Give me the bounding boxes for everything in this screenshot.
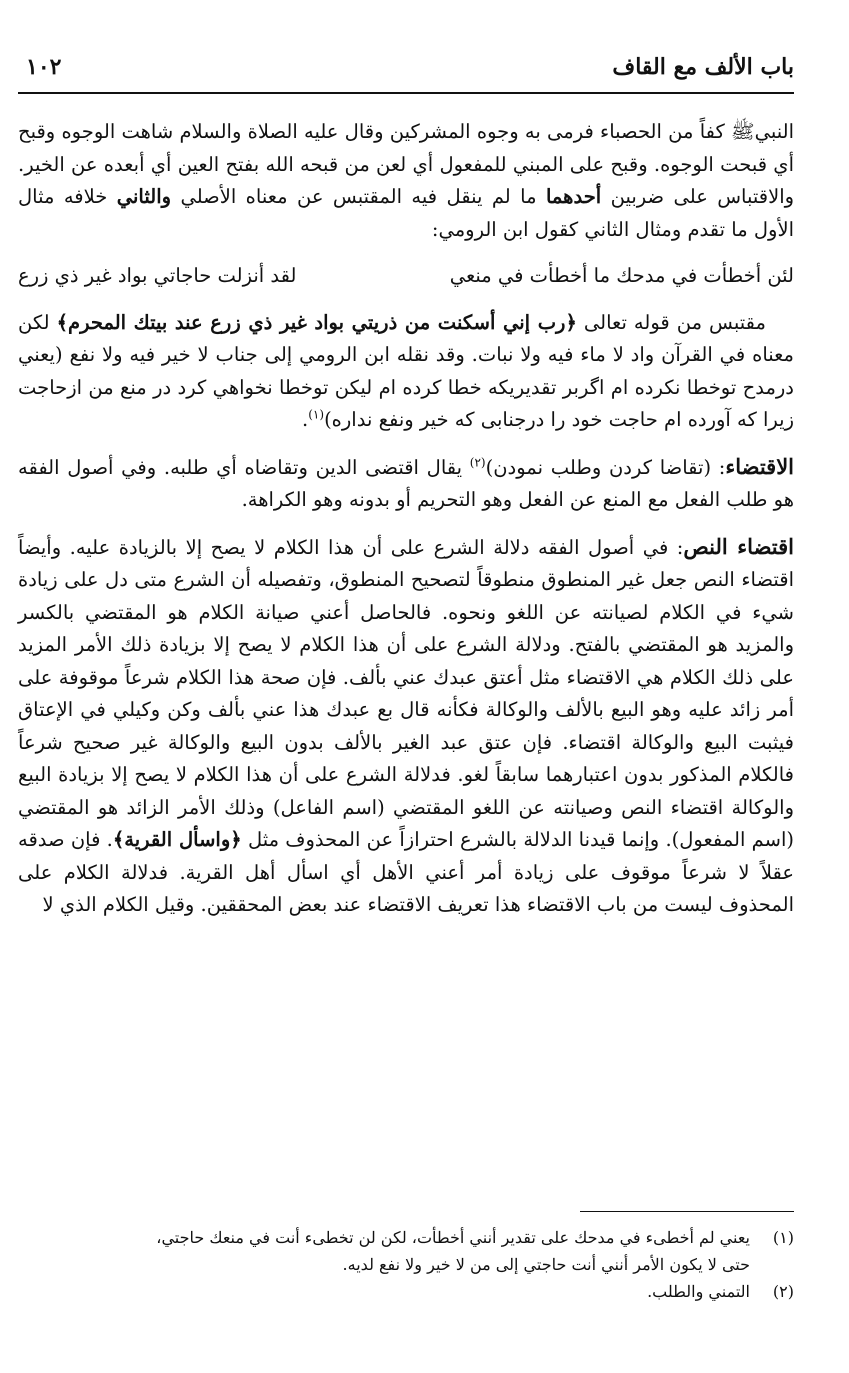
bold-term: والثاني	[116, 185, 172, 208]
verse-second-hemistich: لقد أنزلت حاجاتي بواد غير ذي زرع	[18, 264, 297, 287]
entry-iqtida: الاقتضاء: (تقاضا كردن وطلب نمودن)$^{(٢)}$ يقال اقتضى الدين وتقاضاه أي طلبه. وفي أصول الفقه هو طلب الفعل مع المنع عن الفعل وهو التحريم أو بدونه وهو الكراهة.	[18, 453, 795, 511]
quran-quote: ﴿رب إني أسكنت من ذريتي بواد غير ذي زرع عند بيتك المحرم﴾	[56, 310, 577, 334]
poetry-verse	[18, 260, 794, 293]
chapter-title: باب الألف مع القاف	[612, 54, 794, 80]
footnote	[18, 1278, 794, 1305]
entry-term: الاقتضاء	[725, 453, 795, 479]
paragraph: مقتبس من قوله تعالى ﴿رب إني أسكنت من ذريتي بواد غير ذي زرع عند بيتك المحرم﴾ لكن معناه في القرآن واد لا ماء فيه ولا نبات. وقد نقله ابن الرومي إلى جناب لا خير فيه ولا نفع (يعني درمدح توخطا نكرده ام اگربر تقديريكه خطا كرده ام ليكن توخطا نخواهي كرد در منع من ازحاجت زيرا كه آورده ام حاجت خود را درجنابى كه خير ونفع نداره)$^{(١)}$.	[18, 310, 794, 431]
entry-iqtida-nass: اقتضاء النص: في أصول الفقه دلالة الشرع على أن هذا الكلام لا يصح إلا بالزيادة عليه. وأيضاً اقتضاء النص جعل غير المنطوق منطوقاً لتصحيح المنطوق، وتفصيله أن الشرع متى دل على زيادة شيء في الكلام لصيانته عن اللغو ونحوه. فالحاصل أعني صيانة الكلام هو المقتضي بالكسر والمزيد هو المقتضي بالفتح. ودلالة الشرع على أن هذا الكلام لا يصح إلا بزيادة ذلك الأمر المزيد على ذلك الكلام هي الاقتضاء مثل أعتق عبدك عني بألف. فإن صحة هذا الكلام شرعاً موقوفة على أمر زائد عليه وهو البيع بالألف والوكالة فكأنه قال بع عبدك هذا عني بألف وكن وكيلي في الإعتاق فيثبت البيع والوكالة اقتضاء. فإن عتق عبد الغير بالألف بدون البيع والوكالة غير صحيح شرعاً فالكلام المذكور بدون اعتبارهما سابقاً لغو. فدلالة الشرع على أن هذا الكلام لا يصح إلا بزيادة البيع والوكالة اقتضاء النص وصيانته عن اللغو المقتضي (اسم الفاعل) وذلك الأمر الزائد هو المقتضي (اسم المفعول). وإنما قيدنا الدلالة بالشرع احترازاً عن المحذوف مثل ﴿واسأل القرية﴾. فإن صدقه عقلاً لا شرعاً موقوف على زيادة أمر أعني الأهل أي اسأل أهل القرية. فدلالة الكلام على المحذوف ليست من باب الاقتضاء هذا تعريف الاقتضاء عند بعض المحققين. وقيل الكلام الذي لا	[18, 533, 794, 916]
footnote	[18, 1224, 794, 1251]
footnote-text: يعني لم أخطىء في مدحك على تقدير أنني أخطأت، لكن لن تخطىء أنت في منعك حاجتي،	[156, 1228, 750, 1247]
footnote-number: (١)	[772, 1228, 794, 1247]
bold-term: أحدهما	[545, 185, 602, 208]
footnote-number: (٢)	[772, 1282, 794, 1301]
verse-first-hemistich: لئن أخطأت في مدحك ما أخطأت في منعي	[449, 264, 794, 287]
footnote-divider	[580, 1211, 794, 1212]
paragraph: النبيﷺ كفاً من الحصباء فرمى به وجوه المشركين وقال عليه الصلاة والسلام شاهت الوجوه وقبح أي قبحت الوجوه. وقبح على المبني للمفعول أي لعن من قبحه الله بفتح العين أي أبعده عن الخير. والاقتباس على ضربين أحدهما ما لم ينقل فيه المقتبس عن معناه الأصلي والثاني خلافه مثال الأول ما تقدم ومثال الثاني كقول ابن الرومي:	[18, 120, 795, 241]
entry-term: اقتضاء النص	[683, 533, 794, 559]
page-number: ١٠٢	[26, 54, 62, 80]
page-header	[18, 52, 794, 94]
footnote-marker: (١)	[308, 407, 325, 422]
page	[18, 0, 794, 1373]
footnote-text: التمني والطلب.	[647, 1282, 750, 1301]
quran-quote: ﴿واسأل القرية﴾	[112, 828, 242, 851]
main-text	[18, 116, 794, 936]
footnotes	[18, 1224, 794, 1305]
footnote-marker: (٢)	[469, 455, 486, 469]
footnote-continuation: حتى لا يكون الأمر أنني أنت حاجتي إلى من لا خير ولا نفع لديه.	[342, 1255, 750, 1274]
